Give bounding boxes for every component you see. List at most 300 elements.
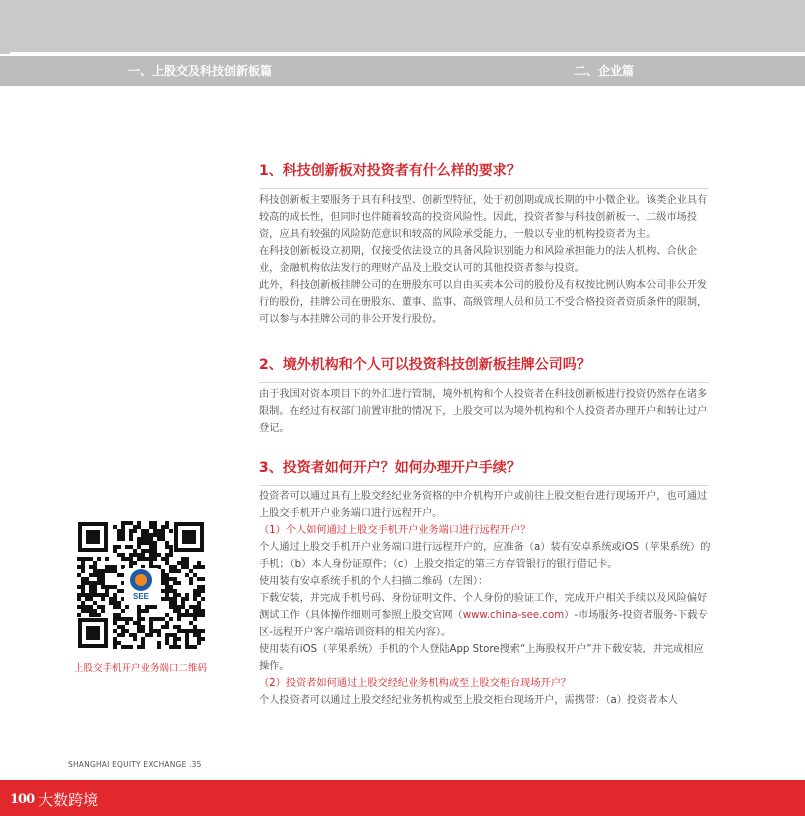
qr-module (89, 593, 93, 597)
qr-module (149, 533, 153, 537)
qr-module (137, 521, 141, 525)
qr-module (133, 633, 137, 637)
qr-module (197, 613, 201, 617)
qr-module (197, 641, 201, 645)
qr-module (97, 577, 101, 581)
qr-module (117, 617, 121, 621)
qr-module (149, 557, 153, 561)
qr-module (197, 605, 201, 609)
qr-module (117, 529, 121, 533)
qr-module (193, 617, 197, 621)
qr-module (133, 561, 137, 565)
qr-module (113, 549, 117, 553)
section-1-paragraph: 此外，科技创新板挂牌公司的在册股东可以自由买卖本公司的股份及有权按比例认购本公司非公开发行的股份，挂牌公司在册股东、董事、监事、高级管理人员和员工不受合格投资者资质条件的限制，可以参与本挂牌公司的非公开发行股份。 (259, 280, 708, 325)
brand-name: 大数跨境 (38, 790, 99, 809)
qr-module (201, 597, 205, 601)
brand-logo (10, 788, 98, 810)
qr-module (177, 609, 181, 613)
qr-module (93, 581, 97, 585)
qr-module (161, 573, 165, 577)
qr-module (121, 625, 125, 629)
qr-module (117, 633, 121, 637)
qr-module (169, 553, 173, 557)
qr-module (149, 621, 153, 625)
qr-module (117, 537, 121, 541)
qr-module (185, 573, 189, 577)
qr-module (129, 645, 133, 649)
qr-module (113, 621, 117, 625)
qr-module (153, 549, 157, 553)
qr-module (161, 625, 165, 629)
qr-module (85, 609, 89, 613)
qr-module (81, 609, 85, 613)
qr-module (193, 593, 197, 597)
qr-module (197, 609, 201, 613)
section-2-title: 2、境外机构和个人可以投资科技创新板挂牌公司吗？ (259, 354, 709, 383)
qr-module (77, 573, 81, 577)
qr-module (101, 593, 105, 597)
qr-module (157, 641, 161, 645)
qr-module (157, 633, 161, 637)
section-1-title: 1、科技创新板对投资者有什么样的要求？ (259, 160, 709, 189)
footer-band (0, 780, 805, 816)
qr-module (89, 613, 93, 617)
section-2-body (259, 386, 711, 437)
qr-module (197, 585, 201, 589)
qr-module (197, 565, 201, 569)
qr-module (85, 605, 89, 609)
qr-module (137, 629, 141, 633)
qr-module (173, 637, 177, 641)
qr-module (161, 577, 165, 581)
qr-module (185, 629, 189, 633)
qr-module (77, 593, 81, 597)
qr-module (157, 645, 161, 649)
qr-module (141, 609, 145, 613)
qr-finder-bottom-left (78, 618, 108, 648)
qr-module (125, 629, 129, 633)
qr-module (137, 605, 141, 609)
qr-module (165, 589, 169, 593)
qr-module (77, 597, 81, 601)
qr-module (157, 537, 161, 541)
qr-module (177, 645, 181, 649)
qr-module (113, 601, 117, 605)
qr-module (121, 553, 125, 557)
qr-module (181, 629, 185, 633)
qr-module (117, 553, 121, 557)
qr-module (161, 537, 165, 541)
qr-module (121, 537, 125, 541)
qr-module (173, 601, 177, 605)
qr-module (141, 641, 145, 645)
qr-module (93, 573, 97, 577)
qr-module (149, 633, 153, 637)
qr-module (141, 625, 145, 629)
qr-module (113, 525, 117, 529)
qr-module (169, 633, 173, 637)
qr-module (133, 637, 137, 641)
section-1-paragraph: 科技创新板主要服务于具有科技型、创新型特征，处于初创期或成长期的中小微企业。该类企业具有较高的成长性，但同时也伴随着较高的投资风险性。因此，投资者参与科技创新板一、二级市场投资，应具有较强的风险防范意识和较高的风险承受能力，一般以专业的机构投资者为主。 (259, 195, 708, 240)
qr-module (177, 629, 181, 633)
qr-finder-top-right (174, 522, 204, 552)
qr-module (145, 633, 149, 637)
qr-module (193, 625, 197, 629)
qr-module (85, 581, 89, 585)
qr-module (133, 553, 137, 557)
qr-module (189, 581, 193, 585)
qr-module (77, 565, 81, 569)
qr-module (193, 645, 197, 649)
qr-module (177, 561, 181, 565)
qr-module (173, 605, 177, 609)
qr-module (137, 525, 141, 529)
qr-module (97, 605, 101, 609)
qr-module (197, 601, 201, 605)
qr-module (173, 577, 177, 581)
qr-module (93, 565, 97, 569)
qr-module (201, 565, 205, 569)
qr-module (85, 577, 89, 581)
qr-module (141, 617, 145, 621)
qr-module (81, 605, 85, 609)
qr-module (197, 637, 201, 641)
qr-module (177, 581, 181, 585)
qr-module (101, 609, 105, 613)
section-3-paragraph: 个人通过上股交手机开户业务端口进行远程开户的，应准备（a）装有安卓系统或iOS（苹果系统）的手机；（b）本人身份证原件；（c）上股交指定的第三方存管银行的银行借记卡。 (259, 542, 711, 570)
qr-module (93, 585, 97, 589)
qr-module (185, 613, 189, 617)
qr-module (149, 605, 153, 609)
qr-module (113, 569, 117, 573)
qr-module (161, 557, 165, 561)
qr-module (181, 597, 185, 601)
qr-module (161, 597, 165, 601)
qr-module (165, 541, 169, 545)
header-band (0, 0, 805, 54)
qr-module (201, 577, 205, 581)
qr-module (145, 537, 149, 541)
section-3-title: 3、投资者如何开户？如何办理开户手续？ (259, 457, 709, 486)
qr-module (113, 597, 117, 601)
qr-module (201, 609, 205, 613)
qr-module (149, 537, 153, 541)
qr-module (109, 565, 113, 569)
qr-module (89, 565, 93, 569)
qr-module (101, 581, 105, 585)
qr-module (121, 521, 125, 525)
qr-module (149, 617, 153, 621)
qr-module (97, 613, 101, 617)
qr-module (197, 589, 201, 593)
qr-module (133, 621, 137, 625)
website-link[interactable]: www.china-see.com (462, 610, 565, 621)
qr-module (105, 585, 109, 589)
qr-module (149, 553, 153, 557)
qr-module (129, 529, 133, 533)
qr-module (113, 613, 117, 617)
qr-module (153, 525, 157, 529)
qr-module (141, 557, 145, 561)
qr-module (105, 593, 109, 597)
qr-module (113, 565, 117, 569)
qr-module (97, 557, 101, 561)
qr-module (201, 585, 205, 589)
qr-module (117, 601, 121, 605)
qr-module (137, 541, 141, 545)
qr-module (129, 545, 133, 549)
qr-module (149, 521, 153, 525)
qr-module (121, 617, 125, 621)
qr-module (169, 549, 173, 553)
qr-module (157, 529, 161, 533)
qr-module (105, 565, 109, 569)
qr-module (137, 537, 141, 541)
qr-module (169, 617, 173, 621)
qr-module (125, 557, 129, 561)
qr-module (113, 605, 117, 609)
qr-module (153, 521, 157, 525)
qr-module (161, 589, 165, 593)
qr-module (161, 617, 165, 621)
qr-module (169, 589, 173, 593)
qr-module (181, 613, 185, 617)
qr-module (185, 645, 189, 649)
section-1-paragraph: 在科技创新板设立初期，仅接受依法设立的具备风险识别能力和风险承担能力的法人机构、合伙企业，金融机构依法发行的理财产品及上股交认可的其他投资者参与投资。 (259, 246, 698, 274)
qr-module (201, 589, 205, 593)
qr-module (85, 597, 89, 601)
qr-module (193, 633, 197, 637)
qr-module (129, 537, 133, 541)
qr-module (77, 605, 81, 609)
qr-module (101, 573, 105, 577)
qr-module (137, 613, 141, 617)
qr-module (193, 629, 197, 633)
qr-module (193, 613, 197, 617)
qr-module (129, 617, 133, 621)
qr-module (105, 569, 109, 573)
qr-module (185, 641, 189, 645)
qr-module (165, 637, 169, 641)
qr-module (121, 529, 125, 533)
qr-module (197, 629, 201, 633)
qr-module (173, 625, 177, 629)
tab-stock-exchange-section[interactable]: 一、上股交及科技创新板篇 (128, 64, 273, 78)
qr-module (145, 605, 149, 609)
qr-module (117, 545, 121, 549)
qr-module (189, 569, 193, 573)
qr-module (97, 573, 101, 577)
qr-module (177, 625, 181, 629)
qr-module (193, 597, 197, 601)
qr-module (101, 577, 105, 581)
qr-module (89, 573, 93, 577)
qr-module (193, 565, 197, 569)
qr-module (165, 561, 169, 565)
qr-module (169, 605, 173, 609)
qr-module (169, 585, 173, 589)
qr-module (153, 533, 157, 537)
qr-module (165, 621, 169, 625)
qr-module (93, 589, 97, 593)
qr-module (89, 609, 93, 613)
qr-module (149, 525, 153, 529)
section-3-paragraph: 个人投资者可以通过上股交经纪业务机构或至上股交柜台现场开户，需携带：（a）投资者本人 (259, 695, 678, 706)
qr-module (113, 593, 117, 597)
qr-module (141, 533, 145, 537)
qr-module (173, 565, 177, 569)
qr-module (165, 581, 169, 585)
qr-module (81, 561, 85, 565)
qr-module (101, 597, 105, 601)
qr-module (197, 577, 201, 581)
svg-text:SEE: SEE (132, 592, 150, 601)
qr-module (173, 589, 177, 593)
qr-module (113, 641, 117, 645)
qr-module (149, 629, 153, 633)
qr-module (89, 581, 93, 585)
qr-module (125, 645, 129, 649)
qr-module (193, 573, 197, 577)
qr-module (117, 641, 121, 645)
brand-mark-icon: 100 (10, 791, 35, 807)
qr-module (185, 557, 189, 561)
qr-module (117, 573, 121, 577)
qr-module (193, 609, 197, 613)
qr-module (165, 521, 169, 525)
qr-module (81, 565, 85, 569)
qr-module (169, 529, 173, 533)
qr-module (81, 569, 85, 573)
qr-module (121, 557, 125, 561)
qr-module (173, 597, 177, 601)
qr-module (145, 609, 149, 613)
qr-module (141, 541, 145, 545)
qr-module (181, 561, 185, 565)
qr-module (121, 533, 125, 537)
qr-module (93, 561, 97, 565)
qr-module (81, 577, 85, 581)
qr-module (153, 629, 157, 633)
qr-module (149, 625, 153, 629)
qr-module (125, 605, 129, 609)
qr-module (165, 557, 169, 561)
qr-module (161, 529, 165, 533)
qr-module (77, 557, 81, 561)
qr-module (117, 533, 121, 537)
qr-module (169, 597, 173, 601)
qr-module (185, 565, 189, 569)
qr-module (169, 645, 173, 649)
header-divider (10, 52, 805, 54)
qr-module (177, 613, 181, 617)
qr-module (189, 629, 193, 633)
qr-module (201, 613, 205, 617)
qr-module (189, 621, 193, 625)
qr-module (97, 593, 101, 597)
qr-module (149, 549, 153, 553)
qr-module (85, 593, 89, 597)
qr-module (173, 645, 177, 649)
qr-module (153, 557, 157, 561)
qr-module (201, 637, 205, 641)
qr-module (169, 545, 173, 549)
section-2-paragraph: 由于我国对资本项目下的外汇进行管制，境外机构和个人投资者在科技创新板进行投资仍然存在诸多限制。在经过有权部门前置审批的情况下，上股交可以为境外机构和个人投资者办理开户和转让过户登记。 (259, 389, 708, 434)
qr-module (145, 529, 149, 533)
qr-module (137, 545, 141, 549)
qr-module (165, 577, 169, 581)
qr-module (93, 593, 97, 597)
section-3-subheading-onsite: （2）投资者如何通过上股交经纪业务机构或至上股交柜台现场开户？ (259, 678, 572, 689)
qr-module (173, 593, 177, 597)
section-tab-bar (0, 56, 805, 86)
qr-module (109, 585, 113, 589)
qr-module (121, 609, 125, 613)
qr-module (189, 613, 193, 617)
section-3-intro: 投资者可以通过具有上股交经纪业务资格的中介机构开户或前往上股交柜台进行现场开户，也可通过上股交手机开户业务端口进行远程开户。 (259, 491, 708, 519)
qr-module (141, 629, 145, 633)
qr-module (133, 525, 137, 529)
qr-module (149, 545, 153, 549)
qr-module (189, 645, 193, 649)
qr-module (81, 557, 85, 561)
qr-module (89, 557, 93, 561)
qr-module (97, 581, 101, 585)
qr-module (81, 593, 85, 597)
qr-finder-top-left (78, 522, 108, 552)
qr-module (89, 597, 93, 601)
qr-module (89, 589, 93, 593)
qr-module (161, 581, 165, 585)
qr-module (165, 633, 169, 637)
section-3-paragraph: 使用装有iOS（苹果系统）手机的个人登陆App Store搜索“上海股权开户”并下载安装，并完成相应操作。 (259, 644, 704, 672)
qr-module (105, 557, 109, 561)
qr-module (77, 585, 81, 589)
qr-module (149, 541, 153, 545)
qr-module (177, 637, 181, 641)
qr-module (169, 577, 173, 581)
qr-module (145, 557, 149, 561)
qr-module (141, 537, 145, 541)
qr-module (113, 645, 117, 649)
qr-module (169, 601, 173, 605)
qr-module (165, 525, 169, 529)
qr-module (133, 549, 137, 553)
qr-module (125, 621, 129, 625)
qr-module (157, 629, 161, 633)
qr-module (137, 557, 141, 561)
qr-module (177, 617, 181, 621)
qr-module (169, 569, 173, 573)
qr-module (93, 569, 97, 573)
section-3-body (259, 488, 711, 709)
qr-module (165, 641, 169, 645)
section-1-body (259, 192, 711, 328)
qr-module (117, 605, 121, 609)
tab-enterprise-section[interactable]: 二、企业篇 (574, 64, 635, 78)
qr-module (173, 581, 177, 585)
qr-module (117, 589, 121, 593)
qr-module (81, 601, 85, 605)
qr-module (113, 585, 117, 589)
section-3-paragraph: 使用装有安卓系统手机的个人扫描二维码（左图）： (259, 576, 489, 587)
qr-module (153, 617, 157, 621)
qr-module (165, 553, 169, 557)
qr-module (185, 637, 189, 641)
qr-module (149, 561, 153, 565)
qr-module (129, 561, 133, 565)
qr-code[interactable] (76, 520, 206, 650)
